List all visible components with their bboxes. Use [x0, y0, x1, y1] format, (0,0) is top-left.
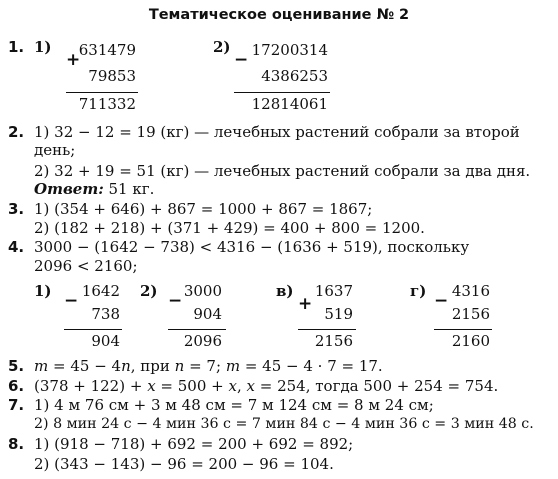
- problem-4d-label: г): [410, 282, 427, 300]
- minus-sign: −: [64, 291, 79, 311]
- answer-label: Ответ:: [34, 180, 104, 198]
- problem-4-number: 4.: [8, 238, 25, 256]
- problem-2-line-3: 2) 32 + 19 = 51 (кг) — лечебных растений собрали за два дня.: [34, 162, 531, 180]
- variable-m: m: [225, 357, 241, 375]
- problem-1b-result: 12814061: [251, 95, 328, 113]
- minus-sign: −: [168, 291, 183, 311]
- problem-4b-operand-bottom: 904: [193, 305, 222, 323]
- problem-4b-operand-top: 3000: [183, 282, 222, 300]
- problem-4-line-2: 2096 < 2160;: [34, 257, 138, 275]
- problem-4c-result-line: [298, 329, 356, 330]
- problem-4c-operand-top: 1637: [314, 282, 353, 300]
- problem-4b-result: 2096: [183, 332, 222, 350]
- problem-3-number: 3.: [8, 200, 25, 218]
- plus-sign: +: [66, 50, 81, 70]
- variable-n: n: [174, 357, 185, 375]
- expression-part: , при: [130, 357, 175, 375]
- problem-4d-operand-bottom: 2156: [451, 305, 490, 323]
- problem-1a-operand-bottom: 79853: [88, 67, 136, 85]
- problem-4a-operand-top: 1642: [81, 282, 120, 300]
- problem-7-line-2: 2) 8 мин 24 с − 4 мин 36 с = 7 мин 84 с − 4 мин 36 с = 3 мин 48 с.: [34, 416, 534, 432]
- problem-4c-result: 2156: [314, 332, 353, 350]
- expression-part: = 45 − 4 · 7 = 17.: [240, 357, 383, 375]
- problem-4c-operand-bottom: 519: [324, 305, 353, 323]
- variable-m: m: [34, 357, 49, 375]
- expression-part: = 254, тогда 500 + 254 = 754.: [254, 377, 499, 395]
- problem-3-line-2: 2) (182 + 218) + (371 + 429) = 400 + 800 = 1200.: [34, 219, 425, 237]
- problem-1a-operand-top: 631479: [78, 41, 136, 59]
- page-title: Тематическое оценивание № 2: [148, 7, 410, 23]
- problem-4b-result-line: [168, 329, 226, 330]
- minus-sign: −: [234, 50, 249, 70]
- problem-1a-result: 711332: [78, 95, 136, 113]
- variable-x: x: [147, 377, 156, 395]
- problem-1b-operand-top: 17200314: [251, 41, 328, 59]
- problem-8-line-2: 2) (343 − 143) − 96 = 200 − 96 = 104.: [34, 455, 334, 473]
- problem-5-line: [34, 358, 383, 375]
- problem-1b-result-line: [234, 92, 330, 93]
- problem-4-line-1: 3000 − (1642 − 738) < 4316 − (1636 + 519), поскольку: [34, 238, 470, 256]
- problem-1b-operand-bottom: 4386253: [261, 67, 328, 85]
- problem-2-number: 2.: [8, 123, 25, 141]
- answer-value: 51 кг.: [103, 180, 155, 198]
- problem-1b-label: 2): [213, 38, 231, 56]
- plus-sign: +: [298, 294, 313, 314]
- problem-5-number: 5.: [8, 357, 25, 375]
- problem-8-line-1: 1) (918 − 718) + 692 = 200 + 692 = 892;: [34, 435, 354, 453]
- expression-part: = 7;: [184, 357, 226, 375]
- problem-1-number: 1.: [8, 38, 25, 56]
- problem-4c-label: в): [276, 282, 294, 300]
- variable-x: x: [246, 377, 255, 395]
- expression-part: = 500 +: [155, 377, 229, 395]
- problem-4a-operand-bottom: 738: [91, 305, 120, 323]
- variable-n: n: [121, 357, 131, 375]
- problem-1a-label: 1): [34, 38, 52, 56]
- problem-4a-result: 904: [91, 332, 120, 350]
- problem-1a-result-line: [66, 92, 138, 93]
- problem-6-number: 6.: [8, 377, 25, 395]
- minus-sign: −: [434, 291, 449, 311]
- expression-part: ,: [236, 377, 247, 395]
- problem-2-answer: [34, 181, 154, 198]
- problem-4d-result: 2160: [451, 332, 490, 350]
- variable-x: x: [228, 377, 237, 395]
- problem-4a-label: 1): [34, 282, 52, 300]
- expression-part: = 45 − 4: [48, 357, 122, 375]
- problem-4d-result-line: [434, 329, 492, 330]
- problem-4b-label: 2): [140, 282, 158, 300]
- problem-7-line-1: 1) 4 м 76 см + 3 м 48 см = 7 м 124 см = 8 м 24 см;: [34, 396, 434, 414]
- problem-3-line-1: 1) (354 + 646) + 867 = 1000 + 867 = 1867;: [34, 200, 373, 218]
- problem-4d-operand-top: 4316: [451, 282, 490, 300]
- expression-part: (378 + 122) +: [34, 377, 148, 395]
- problem-7-number: 7.: [8, 396, 25, 414]
- problem-4a-result-line: [64, 329, 122, 330]
- problem-6-line: [34, 378, 498, 395]
- problem-2-line-2: день;: [34, 141, 76, 159]
- problem-8-number: 8.: [8, 435, 25, 453]
- problem-2-line-1: 1) 32 − 12 = 19 (кг) — лечебных растений собрали за второй: [34, 123, 520, 141]
